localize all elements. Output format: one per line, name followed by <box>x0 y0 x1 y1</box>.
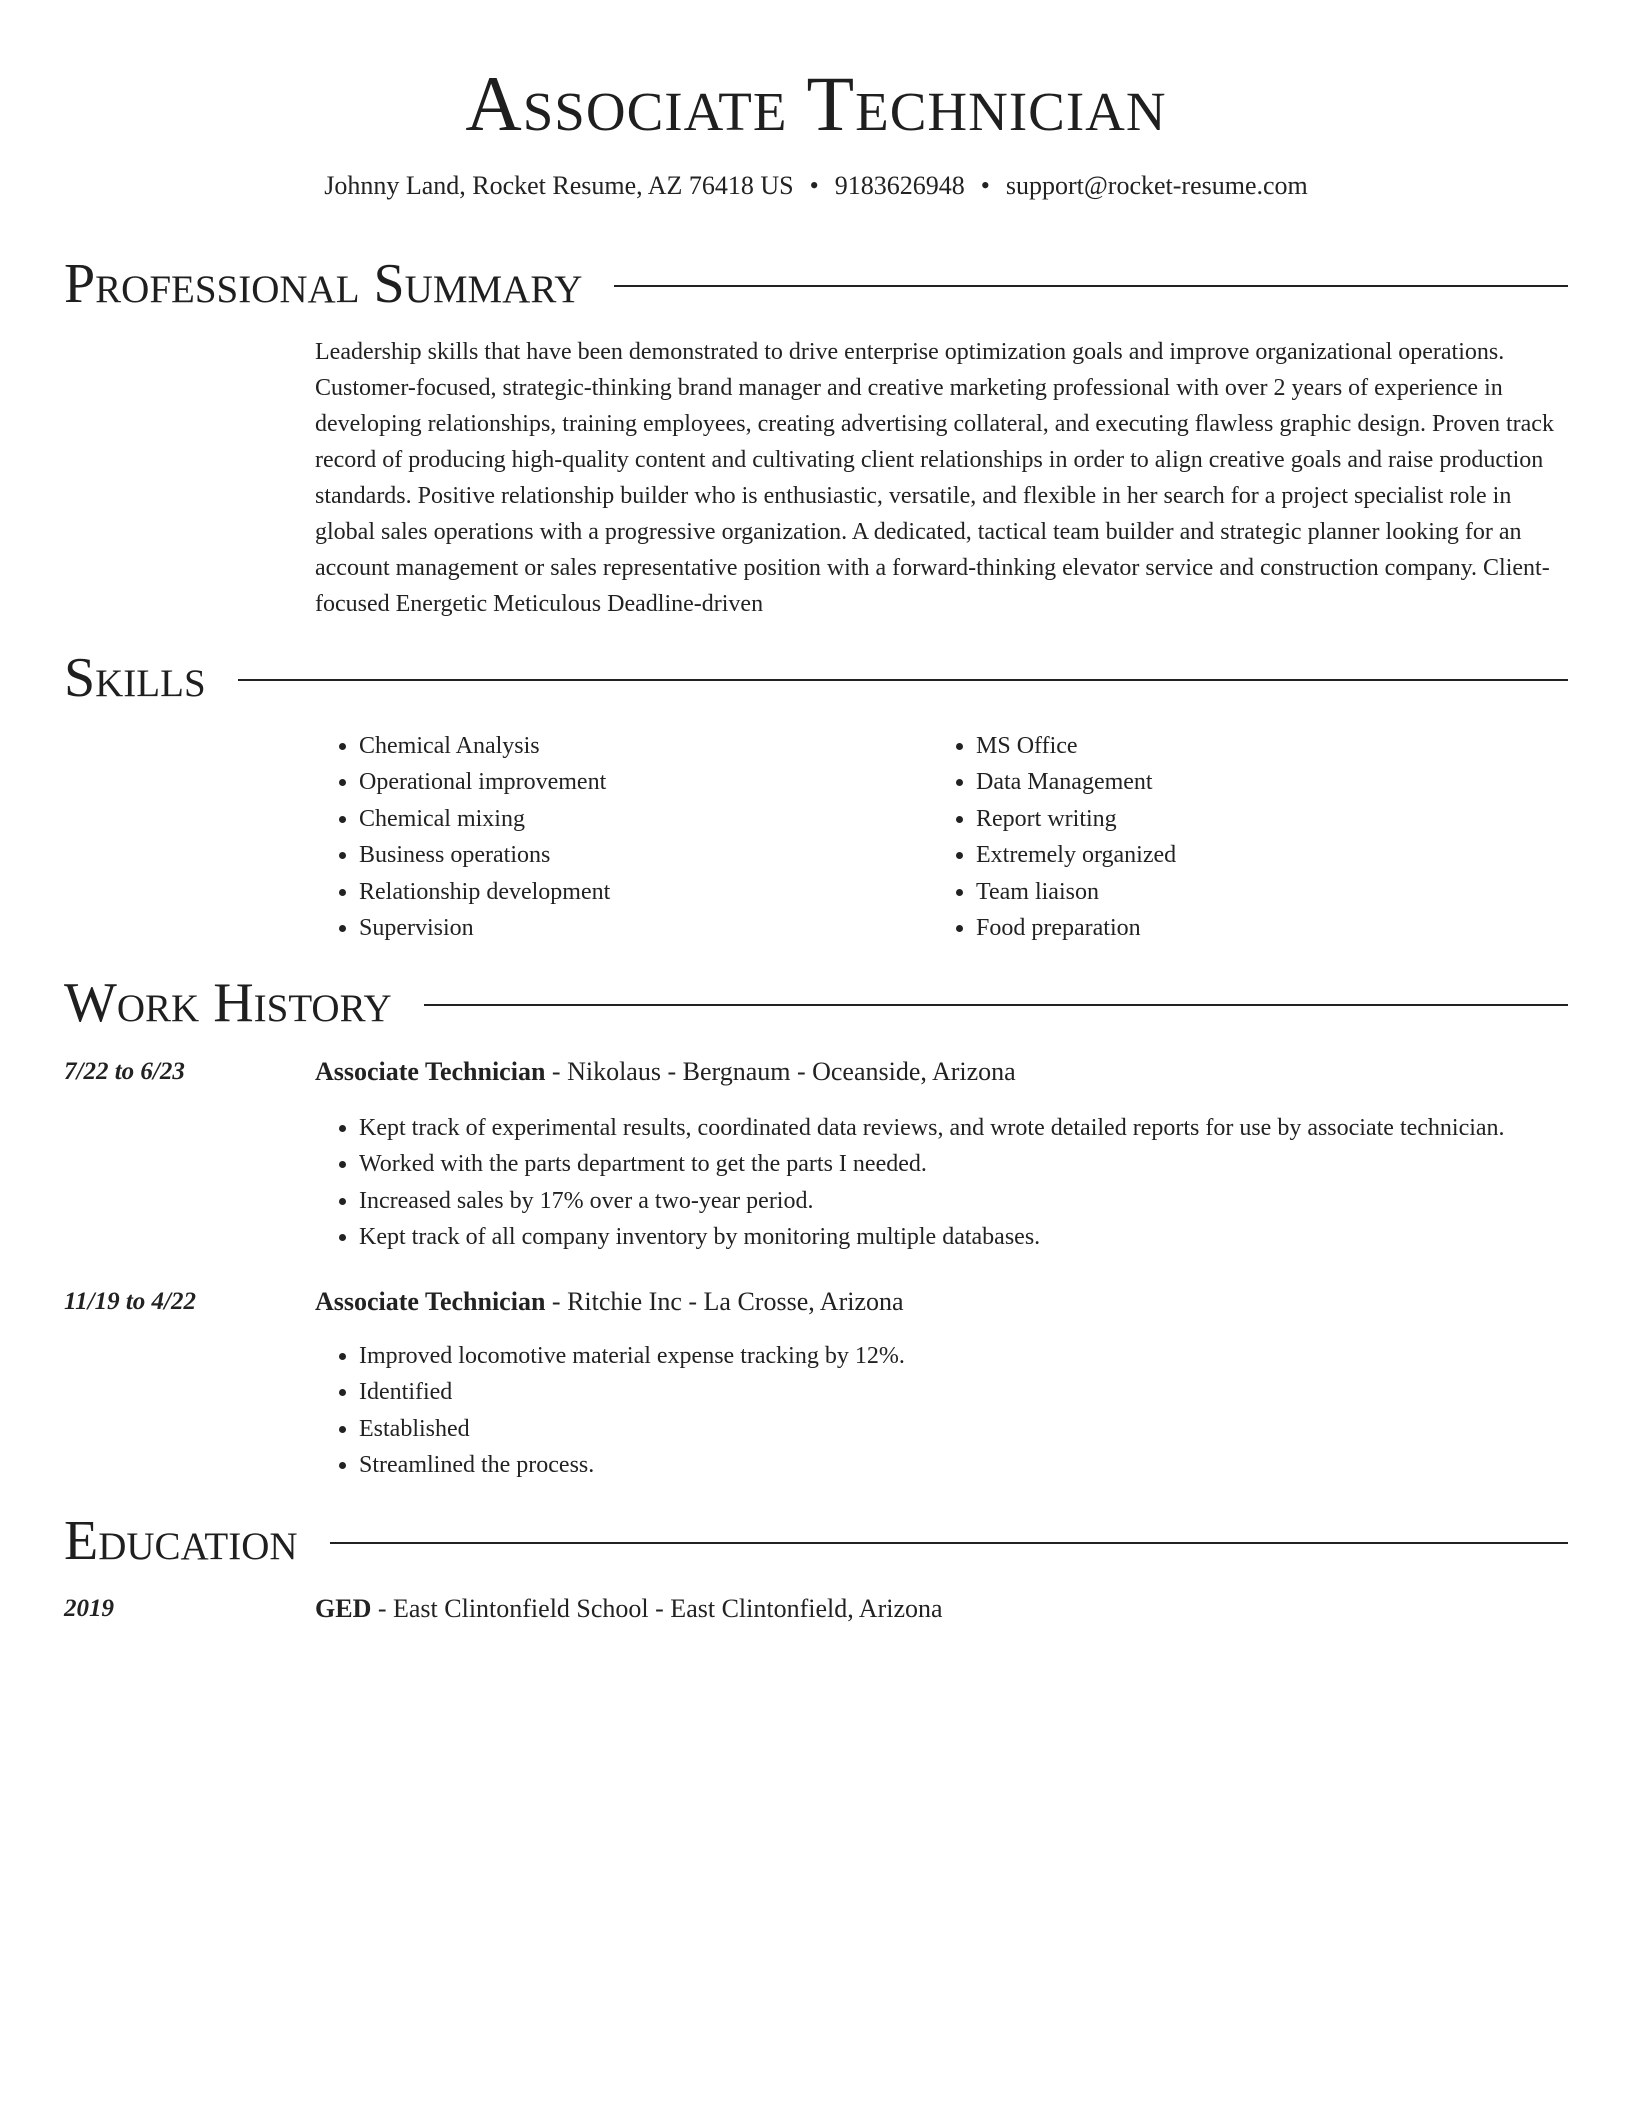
section-divider <box>424 1004 1568 1006</box>
skills-section-header <box>64 646 1568 710</box>
education-school: - East Clintonfield School - East Clintonfield, Arizona <box>371 1594 943 1623</box>
skill-item: • Supervision <box>359 910 932 946</box>
skill-item: • Relationship development <box>359 874 932 910</box>
education-title-line <box>315 1593 943 1625</box>
contact-email: support@rocket-resume.com <box>1005 171 1308 200</box>
work-bullet: • Worked with the parts department to get the parts I needed. <box>359 1146 1568 1182</box>
skill-item: • Chemical mixing <box>359 801 932 837</box>
work-title-line <box>315 1056 1016 1088</box>
summary-heading: Professional Summary <box>64 253 583 315</box>
summary-section-header <box>64 252 1568 316</box>
work-bullet: • Kept track of experimental results, coordinated data reviews, and wrote detailed reports for use by associate technician. <box>359 1110 1568 1146</box>
work-dates: 7/22 to 6/23 <box>64 1058 185 1085</box>
skills-column-left <box>315 728 932 946</box>
candidate-name: Associate Technician <box>465 60 1167 147</box>
skill-item: • Data Management <box>976 764 1549 800</box>
work-dates: 11/19 to 4/22 <box>64 1288 196 1315</box>
work-bullet: • Kept track of all company inventory by monitoring multiple databases. <box>359 1219 1568 1255</box>
contact-separator: • <box>980 171 990 200</box>
work-title-line <box>315 1286 904 1318</box>
work-title: Associate Technician <box>315 1057 546 1086</box>
section-divider <box>238 679 1568 681</box>
skills-heading: Skills <box>64 647 206 709</box>
skill-item: • Report writing <box>976 801 1549 837</box>
skill-item: • Operational improvement <box>359 764 932 800</box>
work-bullet: • Streamlined the process. <box>359 1447 1568 1483</box>
summary-body <box>315 334 1568 622</box>
work-section-header <box>64 971 1568 1035</box>
skill-item: • Chemical Analysis <box>359 728 932 764</box>
skill-item: • Food preparation <box>976 910 1549 946</box>
education-section-header <box>64 1509 1568 1573</box>
education-heading: Education <box>64 1510 298 1572</box>
work-bullet: • Increased sales by 17% over a two-year period. <box>359 1183 1568 1219</box>
skill-item: • Business operations <box>359 837 932 873</box>
work-bullet: • Established <box>359 1411 1568 1447</box>
work-heading: Work History <box>64 972 392 1034</box>
work-bullet: • Improved locomotive material expense tracking by 12%. <box>359 1338 1568 1374</box>
contact-separator: • <box>809 171 819 200</box>
work-employer: - Nikolaus - Bergnaum - Oceanside, Arizona <box>545 1057 1016 1086</box>
skills-list <box>315 728 1568 946</box>
contact-phone: 9183626948 <box>834 171 965 200</box>
work-bullets <box>315 1338 1568 1484</box>
work-employer: - Ritchie Inc - La Crosse, Arizona <box>545 1287 904 1316</box>
skills-column-right <box>932 728 1549 946</box>
contact-line <box>64 170 1568 202</box>
resume-page <box>64 0 1568 1623</box>
work-bullets <box>315 1110 1568 1256</box>
work-bullet: • Identified <box>359 1374 1568 1410</box>
education-year: 2019 <box>64 1595 114 1622</box>
section-divider <box>330 1542 1568 1544</box>
skill-item: • MS Office <box>976 728 1549 764</box>
summary-text: Leadership skills that have been demonstrated to drive enterprise optimization goals and improve organizational operations. Customer-focused, strategic-thinking brand manager and creative marketing professional with over 2 years of experience in developing relationships, training employees, creating advertising collateral, and executing flawless graphic design. Proven track record of producing high-quality content and cultivating client relationships in order to align creative goals and raise production standards. Positive relationship builder who is enthusiastic, versatile, and flexible in her search for a project specialist role in global sales operations with a progressive organization. A dedicated, tactical team builder and strategic planner looking for an account management or sales representative position with a forward-thinking elevator service and construction company. Client-focused Energetic Meticulous Deadline-driven <box>315 339 1554 617</box>
contact-address: Johnny Land, Rocket Resume, AZ 76418 US <box>324 171 794 200</box>
skill-item: • Team liaison <box>976 874 1549 910</box>
section-divider <box>614 285 1568 287</box>
work-title: Associate Technician <box>315 1287 546 1316</box>
education-degree: GED <box>315 1594 372 1623</box>
skill-item: • Extremely organized <box>976 837 1549 873</box>
